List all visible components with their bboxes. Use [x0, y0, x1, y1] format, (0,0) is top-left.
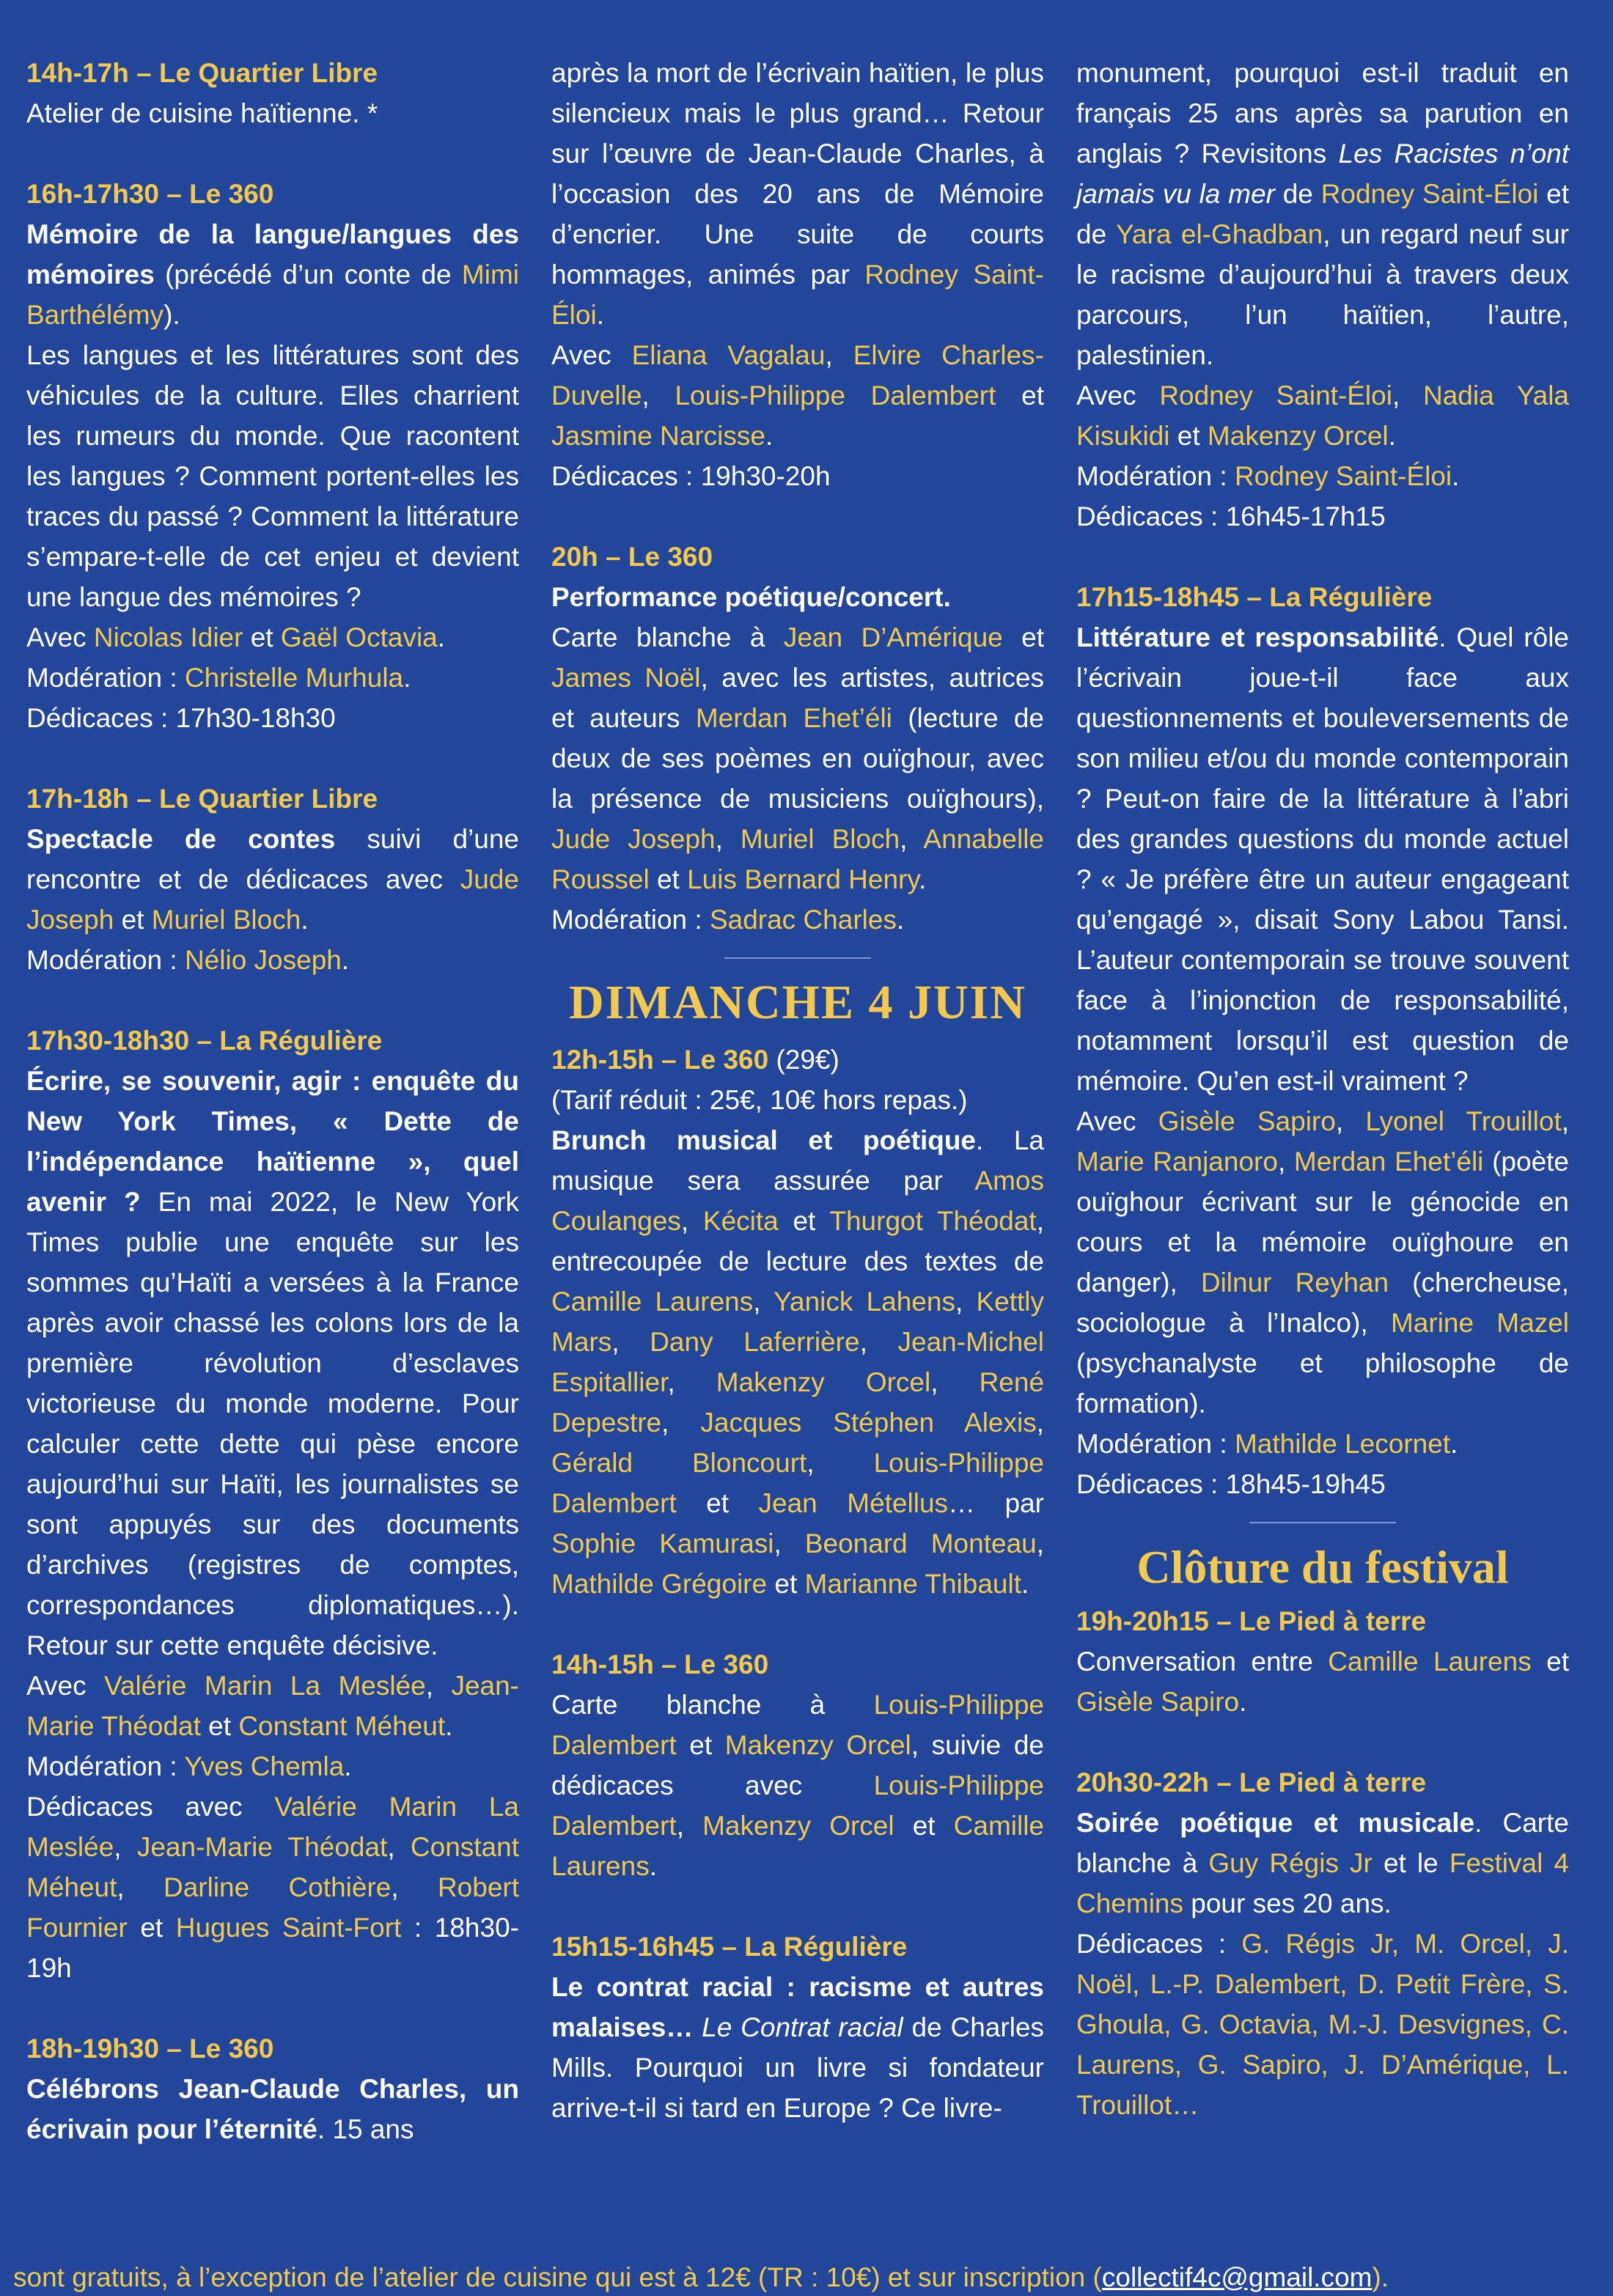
event-memoire-langue	[26, 174, 519, 738]
event-desc: Atelier de cuisine haïtienne. *	[26, 98, 378, 128]
event-dedicaces: Dédicaces : 16h45-17h15	[1076, 501, 1386, 531]
event-contrat-racial	[551, 1927, 1044, 2128]
event-body: monument, pourquoi est-il traduit en français 25 ans après sa parution en anglais ? Revisitons Les Racistes n’ont jamais vu la mer de Rodney Saint-Éloi et de Yara el-Ghadban, un regard neuf sur le racisme d’aujourd’hui à travers deux parcours, l’un haïtien, l’autre, palestinien.	[1076, 58, 1570, 370]
event-time: 17h-18h – Le Quartier Libre	[26, 784, 378, 814]
event-time: 15h15-16h45 – La Régulière	[551, 1932, 908, 1962]
event-soiree-poetique	[1076, 1762, 1569, 2125]
column-3	[1076, 53, 1569, 2125]
event-desc: Brunch musical et poétique. La musique sera assurée par Amos Coulanges, Kécita et Thurgot Théodat, entrecoupée de lecture des textes de Camille Laurens, Yanick Lahens, Kettly Mars, Dany Laferrière, Jean-Michel Espitallier, Makenzy Orcel, René Depestre, Jacques Stéphen Alexis, Gérald Bloncourt, Louis-Philippe Dalembert et Jean Métellus… par Sophie Kamurasi, Beonard Monteau, Mathilde Grégoire et Marianne Thibault.	[551, 1125, 1045, 1599]
event-participants: Avec Gisèle Sapiro, Lyonel Trouillot, Marie Ranjanoro, Merdan Ehet’éli (poète ouïghour écrivant sur le génocide en cours et la mémoire ouïghoure en danger), Dilnur Reyhan (chercheuse, sociologue à l’Inalco), Marine Mazel (psychanalyste et philosophe de formation).	[1076, 1106, 1570, 1419]
event-moderation: Modération : Rodney Saint-Éloi.	[1076, 461, 1460, 491]
event-title: Performance poétique/concert.	[551, 582, 951, 612]
event-moderation: Modération : Sadrac Charles.	[551, 905, 905, 935]
event-desc: Soirée poétique et musicale. Carte blanche à Guy Régis Jr et le Festival 4 Chemins pour ses 20 ans.	[1076, 1808, 1569, 1918]
event-participants: Avec Eliana Vagalau, Elvire Charles-Duvelle, Louis-Philippe Dalembert et Jasmine Narcisse.	[551, 340, 1044, 451]
divider	[724, 957, 871, 959]
event-dedicaces: Dédicaces avec Valérie Marin La Meslée, Jean-Marie Théodat, Constant Méheut, Darline Cothière, Robert Fournier et Hugues Saint-Fort : 18h30-19h	[26, 1792, 519, 1983]
event-moderation: Modération : Christelle Murhula.	[26, 663, 411, 693]
column-1	[26, 53, 519, 2149]
event-body: Les langues et les littératures sont des véhicules de la culture. Elles charrient les rumeurs du monde. Que racontent les langues ? Comment portent-elles les traces du passé ? Comment la littérature s’empare-t-elle de cet enjeu et devient une langue des mémoires ?	[26, 340, 519, 612]
divider	[1249, 1522, 1396, 1523]
closing-heading: Clôture du festival	[1136, 1541, 1509, 1593]
event-time: 18h-19h30 – Le 360	[26, 2034, 274, 2064]
event-desc: Carte blanche à Louis-Philippe Dalembert et Makenzy Orcel, suivie de dédicaces avec Louis-Philippe Dalembert, Makenzy Orcel et Camille Laurens.	[551, 1690, 1045, 1881]
event-desc: Écrire, se souvenir, agir : enquête du New York Times, « Dette de l’indépendance haïtienne », quel avenir ? En mai 2022, le New York Times publie une enquête sur les sommes qu’Haïti a versées à la France après avoir chassé les colons lors de la première révolution d’esclaves victorieuse du monde moderne. Pour calculer cette dette qui pèse encore aujourd’hui sur Haïti, les journalistes se sont appuyés sur des documents d’archives (registres de comptes, correspondances diplomatiques…). Retour sur cette enquête décisive.	[26, 1066, 519, 1660]
event-ecrire-souvenir	[26, 1020, 519, 1988]
event-time-line: 12h-15h – Le 360 (29€)	[551, 1045, 839, 1075]
event-time: 19h-20h15 – Le Pied à terre	[1076, 1606, 1427, 1636]
event-moderation: Modération : Yves Chemla.	[26, 1751, 352, 1781]
footer-note: sont gratuits, à l’exception de l’atelier de cuisine qui est à 12€ (TR : 10€) et sur inscription (collectif4c@gmail.com).	[13, 2262, 1389, 2292]
event-time: 20h30-22h – Le Pied à terre	[1076, 1767, 1427, 1798]
event-desc: Carte blanche à Jean D’Amérique et James Noël, avec les artistes, autrices et auteurs Merdan Ehet’éli (lecture de deux de ses poèmes en ouïghour, avec la présence de musiciens ouïghours), Jude Joseph, Muriel Bloch, Annabelle Roussel et Luis Bernard Henry.	[551, 622, 1045, 894]
event-moderation: Modération : Nélio Joseph.	[26, 945, 350, 975]
event-dedicaces: Dédicaces : G. Régis Jr, M. Orcel, J. Noël, L.-P. Dalembert, D. Petit Frère, S. Ghoula, G. Octavia, M.-J. Desvignes, C. Laurens, G. Sapiro, J. D’Amérique, L. Trouillot…	[1076, 1929, 1569, 2120]
event-contrat-racial-cont	[1076, 53, 1569, 537]
event-moderation: Modération : Mathilde Lecornet.	[1076, 1429, 1458, 1459]
event-time: 17h30-18h30 – La Régulière	[26, 1026, 383, 1056]
email-link[interactable]: collectif4c@gmail.com	[1101, 2262, 1373, 2292]
event-body: après la mort de l’écrivain haïtien, le plus silencieux mais le plus grand… Retour sur l’œuvre de Jean-Claude Charles, à l’occasion des 20 ans de Mémoire d’encrier. Une suite de courts hommages, animés par Rodney Saint-Éloi.	[551, 58, 1044, 330]
event-participants: Avec Rodney Saint-Éloi, Nadia Yala Kisukidi et Makenzy Orcel.	[1076, 380, 1570, 451]
event-brunch	[551, 1040, 1044, 1604]
day-heading: DIMANCHE 4 JUIN	[569, 976, 1026, 1029]
event-desc: Célébrons Jean-Claude Charles, un écrivain pour l’éternité. 15 ans	[26, 2074, 519, 2144]
event-jean-claude-charles	[26, 2028, 519, 2149]
column-2	[551, 53, 1044, 2128]
event-cuisine	[26, 53, 519, 133]
event-desc: Le contrat racial : racisme et autres malaises… Le Contrat racial de Charles Mills. Pourquoi un livre si fondateur arrive-t-il si tard en Europe ? Ce livre-	[551, 1972, 1044, 2123]
event-time: 20h – Le 360	[551, 542, 713, 572]
event-participants: Avec Nicolas Idier et Gaël Octavia.	[26, 622, 446, 652]
event-tarif: (Tarif réduit : 25€, 10€ hors repas.)	[551, 1085, 968, 1115]
event-conversation	[1076, 1601, 1569, 1722]
event-litterature-responsabilite	[1076, 577, 1569, 1504]
event-carte-blanche	[551, 1644, 1044, 1886]
event-dedicaces: Dédicaces : 18h45-19h45	[1076, 1469, 1386, 1499]
event-participants: Avec Valérie Marin La Meslée, Jean-Marie Théodat et Constant Méheut.	[26, 1671, 519, 1741]
event-dedicaces: Dédicaces : 17h30-18h30	[26, 703, 336, 733]
event-desc: Littérature et responsabilité. Quel rôle l’écrivain joue-t-il face aux questionnements et bouleversements de son milieu et/ou du monde contemporain ? Peut-on faire de la littérature à l’abri des grandes questions du monde actuel ? « Je préfère être un auteur engageant qu’engagé », disait Sony Labou Tansi. L’auteur contemporain se trouve souvent face à l’injonction de responsabilité, notamment lorsqu’il est question de mémoire. Qu’en est-il vraiment ?	[1076, 622, 1569, 1096]
event-jean-claude-charles-cont	[551, 53, 1044, 496]
event-time: 14h-17h – Le Quartier Libre	[26, 58, 378, 88]
event-time: 16h-17h30 – Le 360	[26, 179, 274, 209]
event-desc: Spectacle de contes suivi d’une rencontre et de dédicaces avec Jude Joseph et Muriel Bloch.	[26, 824, 519, 935]
event-performance	[551, 537, 1044, 940]
event-desc: Conversation entre Camille Laurens et Gisèle Sapiro.	[1076, 1646, 1569, 1717]
event-spectacle-contes	[26, 779, 519, 980]
event-desc: Mémoire de la langue/langues des mémoires (précédé d’un conte de Mimi Barthélémy).	[26, 219, 519, 330]
event-time: 14h-15h – Le 360	[551, 1649, 769, 1679]
event-time: 17h15-18h45 – La Régulière	[1076, 582, 1433, 612]
event-dedicaces: Dédicaces : 19h30-20h	[551, 461, 831, 491]
